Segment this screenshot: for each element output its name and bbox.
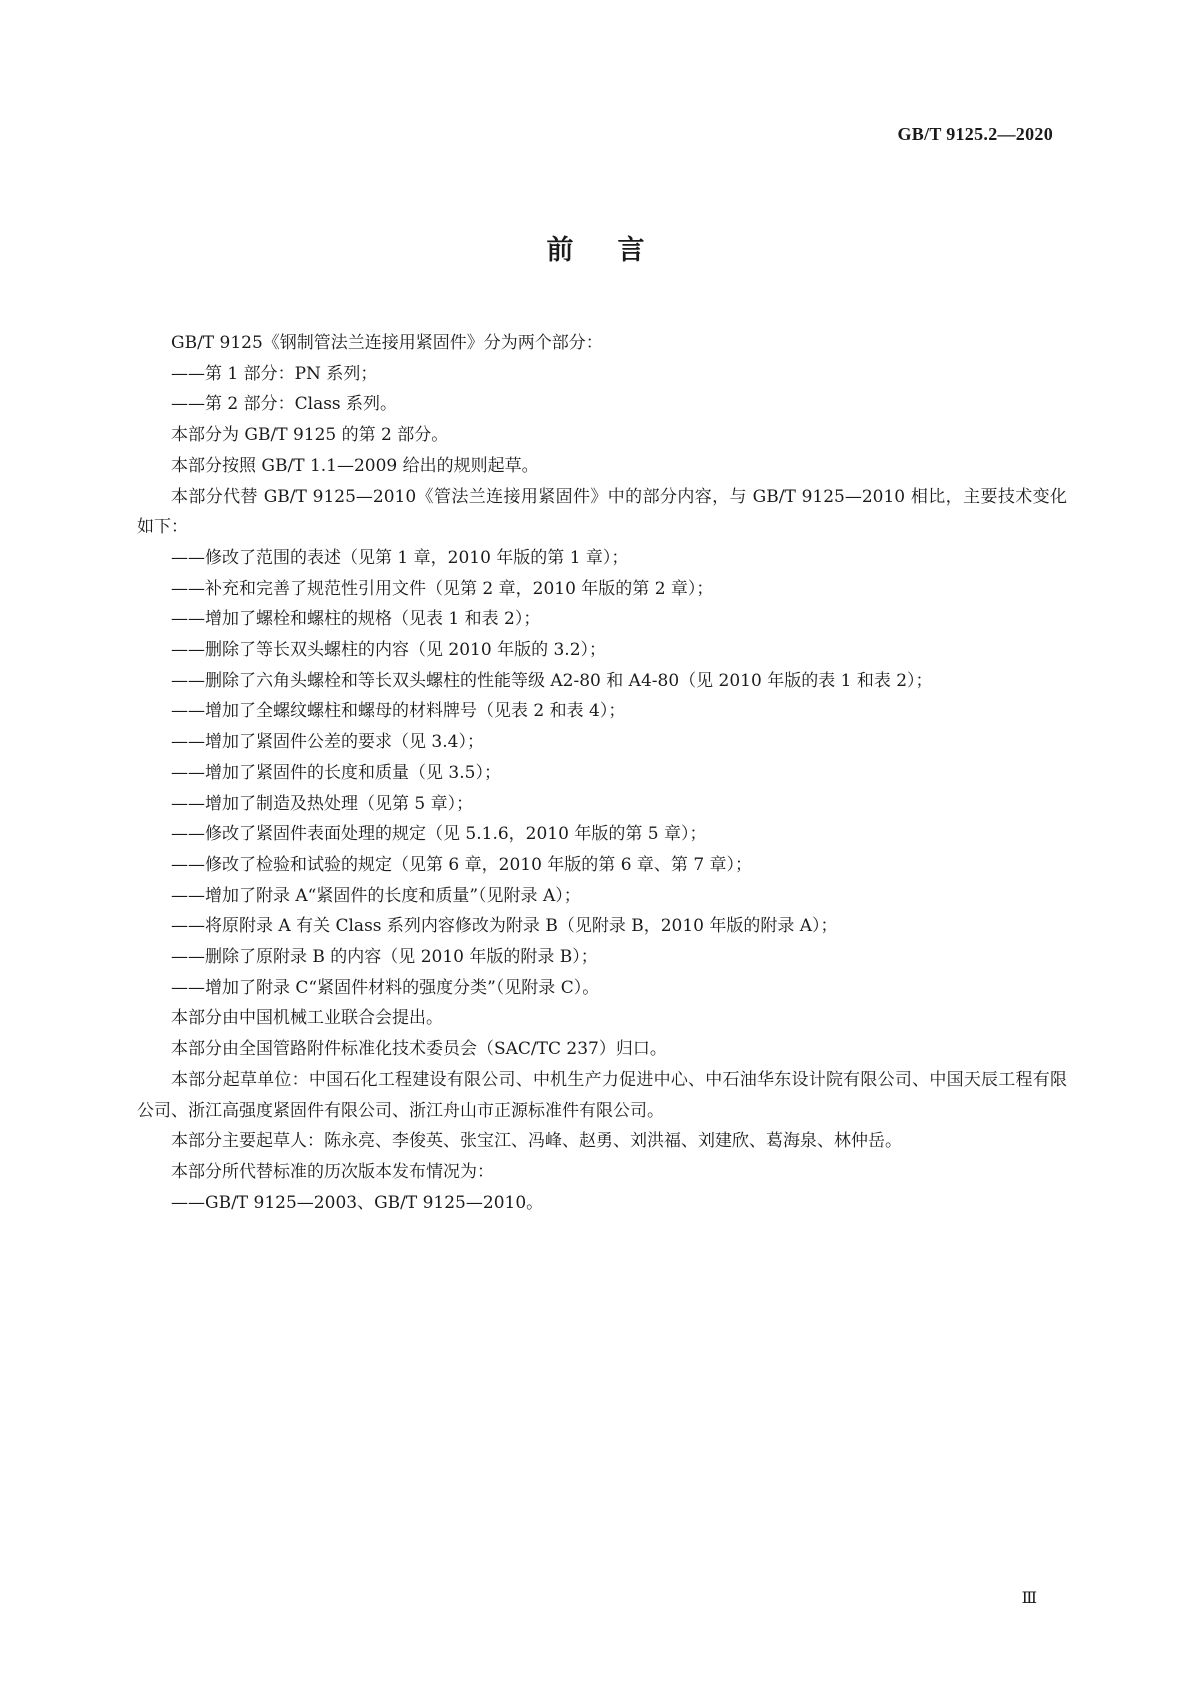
paragraph-replacement: 本部分代替 GB/T 9125—2010《管法兰连接用紧固件》中的部分内容，与 GB/T 9125—2010 相比，主要技术变化如下：: [137, 486, 1067, 538]
list-item: ——修改了检验和试验的规定（见第 6 章，2010 年版的第 6 章、第 7 章）；: [171, 854, 753, 875]
paragraph-history: 本部分所代替标准的历次版本发布情况为：: [171, 1161, 494, 1182]
paragraph-drafters: 本部分主要起草人：陈永亮、李俊英、张宝江、冯峰、赵勇、刘洪福、刘建欣、葛海泉、林仲岳。: [171, 1131, 902, 1152]
paragraph-intro: GB/T 9125《钢制管法兰连接用紧固件》分为两个部分：: [171, 333, 603, 353]
foreword-body: [137, 328, 1067, 1218]
paragraph-proposer: 本部分由中国机械工业联合会提出。: [171, 1008, 443, 1029]
list-item: ——增加了紧固件的长度和质量（见 3.5）；: [171, 762, 501, 783]
list-item: ——增加了螺栓和螺柱的规格（见表 1 和表 2）；: [171, 609, 541, 630]
list-item: ——GB/T 9125—2003、GB/T 9125—2010。: [171, 1192, 544, 1213]
list-item: ——删除了原附录 B 的内容（见 2010 年版的附录 B）；: [171, 947, 598, 968]
list-item: ——第 1 部分：PN 系列；: [171, 363, 378, 384]
list-item: ——增加了附录 A“紧固件的长度和质量”（见附录 A）；: [171, 885, 581, 906]
list-item: ——将原附录 A 有关 Class 系列内容修改为附录 B（见附录 B，2010 年版的附录 A）；: [171, 916, 838, 937]
page-title: 前言: [546, 235, 689, 266]
list-item: ——补充和完善了规范性引用文件（见第 2 章，2010 年版的第 2 章）；: [171, 578, 714, 599]
list-item: ——修改了紧固件表面处理的规定（见 5.1.6，2010 年版的第 5 章）；: [171, 824, 707, 845]
list-item: ——删除了等长双头螺柱的内容（见 2010 年版的 3.2）；: [171, 640, 607, 661]
paragraph-drafting-units: 本部分起草单位：中国石化工程建设有限公司、中机生产力促进中心、中石油华东设计院有限公司、中国天辰工程有限公司、浙江高强度紧固件有限公司、浙江舟山市正源标准件有限公司。: [137, 1069, 1067, 1121]
list-item: ——增加了紧固件公差的要求（见 3.4）；: [171, 732, 484, 753]
page-number: Ⅲ: [1021, 1590, 1036, 1607]
list-item: ——删除了六角头螺栓和等长双头螺柱的性能等级 A2-80 和 A4-80（见 2010 年版的表 1 和表 2）；: [171, 670, 933, 691]
paragraph: 本部分按照 GB/T 1.1—2009 给出的规则起草。: [171, 455, 539, 476]
list-item: ——第 2 部分：Class 系列。: [171, 394, 398, 415]
list-item: ——增加了制造及热处理（见第 5 章）；: [171, 793, 474, 814]
paragraph: 本部分为 GB/T 9125 的第 2 部分。: [171, 425, 449, 446]
standard-number: GB/T 9125.2—2020: [897, 124, 1053, 144]
list-item: ——增加了附录 C“紧固件材料的强度分类”（见附录 C）。: [171, 977, 600, 998]
paragraph-committee: 本部分由全国管路附件标准化技术委员会（SAC/TC 237）归口。: [171, 1039, 667, 1060]
list-item: ——增加了全螺纹螺柱和螺母的材料牌号（见表 2 和表 4）；: [171, 701, 626, 722]
list-item: ——修改了范围的表述（见第 1 章，2010 年版的第 1 章）；: [171, 547, 629, 568]
